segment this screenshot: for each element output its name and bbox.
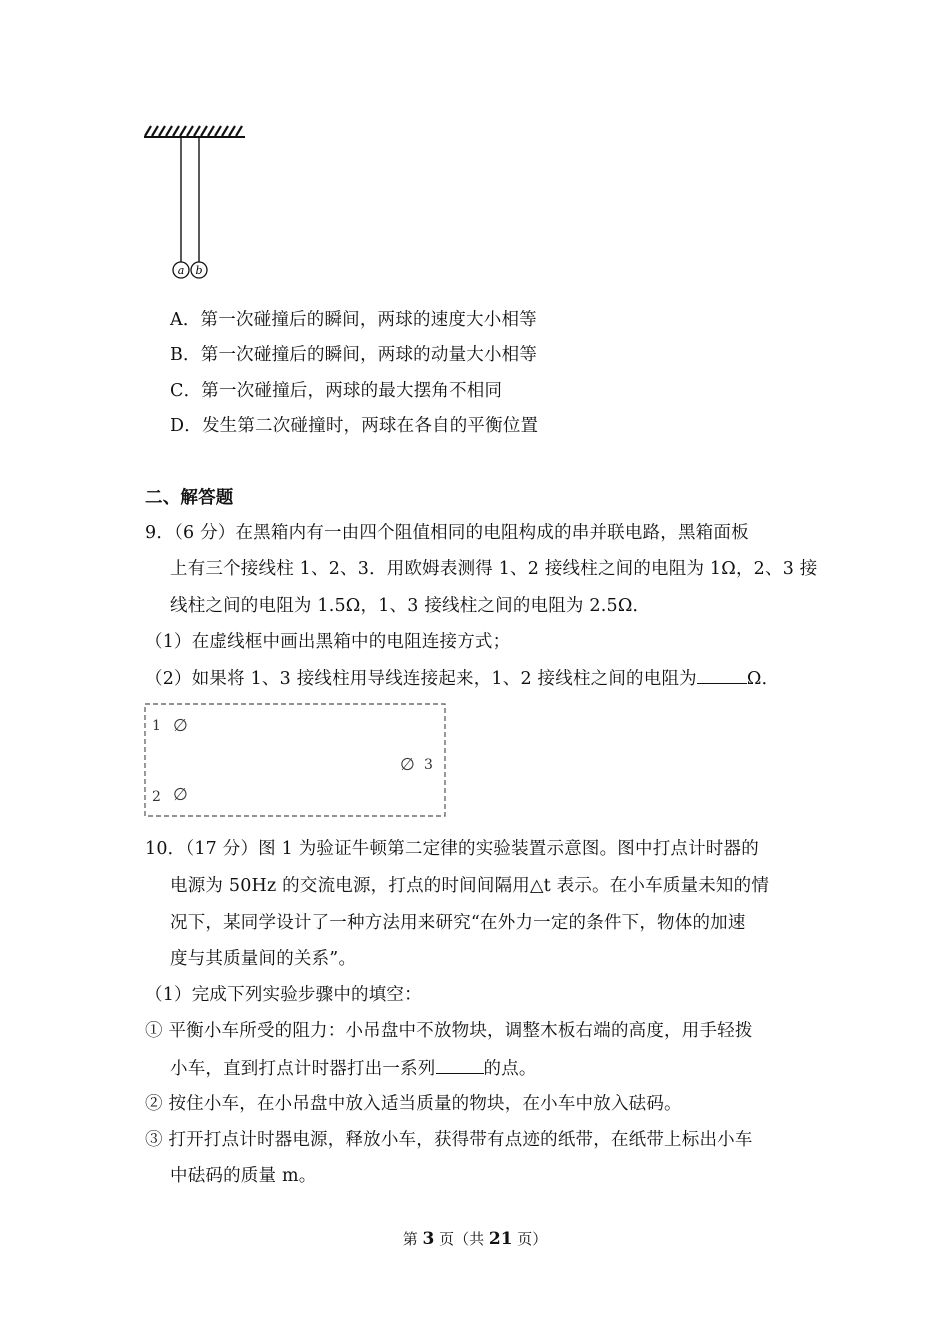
pendulum-figure [140,120,250,290]
ball-b-label: b [195,264,203,277]
footer-suffix: 页） [512,1230,548,1248]
option-c-key: C． [170,381,202,401]
q10-sub1: （1）完成下列实验步骤中的填空： [145,985,422,1005]
q10-step1-tail: 的点。 [483,1059,537,1079]
q9-line1: 9．（6 分）在黑箱内有一由四个阻值相同的电阻构成的串并联电路，黑箱面板 [145,523,749,543]
q9-sub1: （1）在虚线框中画出黑箱中的电阻连接方式； [145,632,511,652]
q10-step3-line2: 中砝码的质量 m。 [170,1166,317,1186]
option-b-key: B． [170,345,201,365]
footer-prefix: 第 [402,1230,423,1248]
q10-step1-line1: ① 平衡小车所受的阻力：小吊盘中不放物块，调整木板右端的高度，用手轻拨 [145,1021,753,1041]
ceiling-support [144,126,245,137]
q10-step2: ② 按住小车，在小吊盘中放入适当质量的物块，在小车中放入砝码。 [145,1094,682,1114]
footer-middle: 页（共 [434,1230,489,1248]
option-a [170,309,537,331]
option-c-text: 第一次碰撞后，两球的最大摆角不相同 [201,381,503,401]
option-d-text: 发生第二次碰撞时，两球在各自的平衡位置 [201,416,539,436]
q10-step3-line1: ③ 打开打点计时器电源，释放小车，获得带有点迹的纸带，在纸带上标出小车 [145,1130,753,1150]
q10-line1: 10．（17 分）图 1 为验证牛顿第二定律的实验装置示意图。图中打点计时器的 [145,839,759,859]
option-b-text: 第一次碰撞后的瞬间，两球的动量大小相等 [200,345,538,365]
q9-line3: 线柱之间的电阻为 1.5Ω，1、3 接线柱之间的电阻为 2.5Ω． [170,596,651,616]
black-box-diagram [140,700,452,822]
q10-line3: 况下，某同学设计了一种方法用来研究“在外力一定的条件下，物体的加速 [170,913,746,933]
terminal-2-label: 2 [152,789,161,805]
option-c [170,380,502,402]
option-d [170,415,538,437]
q9-sub2-text: （2）如果将 1、3 接线柱用导线连接起来，1、2 接线柱之间的电阻为 [145,669,697,689]
terminal-1-label: 1 [152,718,161,734]
footer-page-number: 3 [422,1229,435,1249]
terminal-3-icon: ∅ [400,755,415,775]
option-b [170,344,537,366]
terminal-2-icon: ∅ [173,785,188,805]
option-a-text: 第一次碰撞后的瞬间，两球的速度大小相等 [200,310,537,330]
page-footer [0,1229,950,1249]
option-a-key: A． [170,310,201,330]
q10-step1-text: 小车，直到打点计时器打出一系列 [170,1059,436,1079]
footer-total-pages: 21 [488,1229,513,1249]
q9-sub2-unit: Ω． [746,669,780,689]
q9-sub2 [145,667,779,690]
q10-line4: 度与其质量间的关系”。 [170,949,357,969]
q9-line2: 上有三个接线柱 1、2、3．用欧姆表测得 1、2 接线柱之间的电阻为 1Ω，2、3 接 [170,559,818,579]
ball-a-label: a [177,264,185,277]
option-d-key: D． [170,416,202,436]
terminal-1-icon: ∅ [173,716,188,736]
q9-answer-blank[interactable] [697,667,747,684]
terminal-3-label: 3 [424,757,433,773]
q10-line2: 电源为 50Hz 的交流电源，打点的时间间隔用△t 表示。在小车质量未知的情 [170,876,770,896]
section-title: 二、解答题 [145,488,234,508]
q10-step1-blank[interactable] [436,1057,484,1074]
q10-step1-line2 [170,1057,537,1080]
